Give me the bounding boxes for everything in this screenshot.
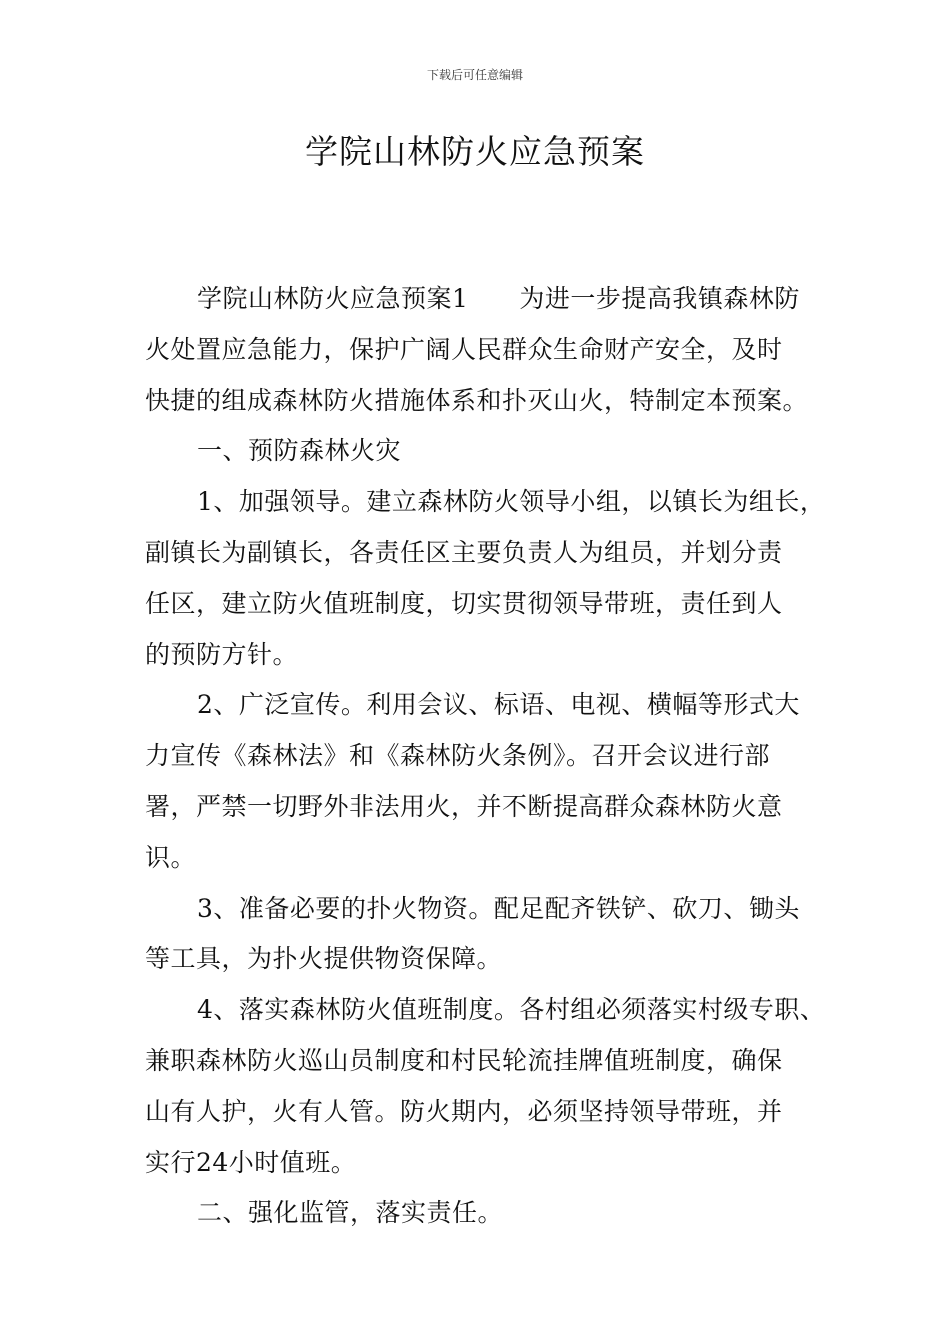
body-line: 识。: [145, 842, 197, 872]
body-line: 的预防方针。: [145, 639, 299, 669]
body-line: 山有人护，火有人管。防火期内，必须坚持领导带班，并: [145, 1096, 783, 1126]
body-line: 实行24小时值班。: [145, 1147, 357, 1177]
body-line: 3、准备必要的扑火物资。配足配齐铁铲、砍刀、锄头: [197, 893, 800, 923]
header-note: 下载后可任意编辑: [426, 68, 523, 82]
body-line: 兼职森林防火巡山员制度和村民轮流挂牌值班制度，确保: [145, 1045, 783, 1075]
document-body: [145, 279, 845, 1244]
body-line: 4、落实森林防火值班制度。各村组必须落实村级专职、: [197, 995, 826, 1025]
body-line: 火处置应急能力，保护广阔人民群众生命财产安全，及时: [145, 334, 783, 364]
body-line: 2、广泛宣传。利用会议、标语、电视、横幅等形式大: [197, 690, 800, 720]
section-heading: 二、强化监管，落实责任。: [197, 1198, 504, 1228]
body-line: 署，严禁一切野外非法用火，并不断提高群众森林防火意: [145, 791, 783, 821]
body-line: 等工具，为扑火提供物资保障。: [145, 944, 503, 974]
document-title: 学院山林防火应急预案: [305, 132, 645, 171]
body-line: 1、加强领导。建立森林防火领导小组，以镇长为组长，: [197, 487, 826, 517]
body-line: 任区，建立防火值班制度，切实贯彻领导带班，责任到人: [145, 588, 783, 618]
body-line: 学院山林防火应急预案1 为进一步提高我镇森林防: [197, 284, 800, 313]
body-line: 快捷的组成森林防火措施体系和扑灭山火，特制定本预案。: [145, 385, 809, 415]
body-line: 力宣传《森林法》和《森林防火条例》。召开会议进行部: [145, 741, 771, 771]
body-line: 副镇长为副镇长，各责任区主要负责人为组员，并划分责: [145, 537, 783, 567]
section-heading: 一、预防森林火灾: [197, 436, 402, 466]
